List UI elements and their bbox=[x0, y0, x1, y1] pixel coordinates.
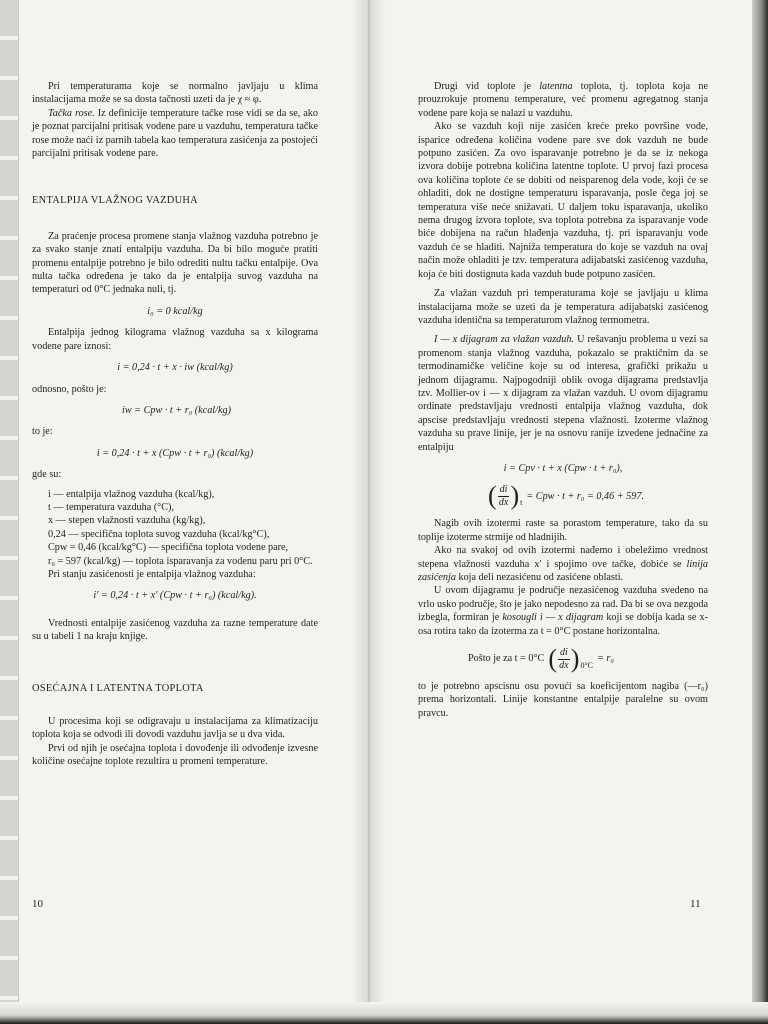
paragraph: U procesima koji se odigravaju u instalacijama za klimatizaciju toplota koja se odvodi ili dovodi vazduhu javlja se u dva vida. bbox=[32, 716, 318, 741]
derivative-fraction: ( $\frac{di}{dx}$ ) 0°C bbox=[548, 644, 593, 674]
left-page bbox=[0, 0, 372, 1024]
fraction-numerator: di bbox=[560, 646, 568, 658]
formula: i₀ = 0 kcal/kg bbox=[147, 305, 203, 317]
paragraph-text: koja deli nezasićenu od zasićene oblasti. bbox=[455, 572, 624, 583]
paragraph: Za vlažan vazduh pri temperaturama koje se javljaju u klima instalacijama može se uzeti da je temperatura adijabatski zasićenog vazduha identična sa temperaturom vlažnog termometra. bbox=[418, 288, 708, 326]
definition: 0,24 — specifična toplota suvog vazduha (kcal/kg°C), bbox=[48, 528, 270, 540]
formula: i′ = 0,24 · t + x′ (Cpw · t + r₀) (kcal/kg). bbox=[93, 590, 257, 602]
paragraph: Pri stanju zasićenosti je entalpija vlažnog vazduha: bbox=[48, 568, 256, 580]
section-heading: ENTALPIJA VLAŽNOG VAZDUHA bbox=[32, 195, 198, 207]
paragraph-text: Ako na svakoj od ovih izotermi nađemo i obeležimo vrednost stepena vlažnosti vazduha x′ i spojimo ove tačke, dobiće se bbox=[418, 545, 708, 570]
paragraph bbox=[418, 80, 708, 120]
label: odnosno, pošto je: bbox=[32, 383, 107, 395]
term: latentna bbox=[539, 81, 573, 92]
label: gde su: bbox=[32, 469, 62, 481]
fraction-subscript: t bbox=[520, 497, 523, 507]
term: I — x dijagram za vlažan vazduh. bbox=[434, 334, 574, 346]
formula-lhs: Pošto je za t = 0°C bbox=[468, 653, 545, 665]
derivative-fraction: ( $\frac{di}{dx}$ ) t bbox=[488, 481, 523, 511]
paragraph bbox=[418, 333, 708, 454]
paragraph: Prvi od njih je osećajna toplota i dovođenje ili odvođenje izvesne količine osećajne toplote rezultira u promeni temperature. bbox=[32, 742, 318, 768]
definition: Cpw = 0,46 (kcal/kg°C) — specifična toplota vodene pare, bbox=[48, 542, 289, 554]
definition: r₀ = 597 (kcal/kg) — toplota isparavanja za vodenu paru pri 0°C. bbox=[48, 555, 313, 567]
paragraph: Entalpija jednog kilograma vlažnog vazduha sa x kilograma vodene pare iznosi: bbox=[32, 327, 318, 352]
paragraph-text: U ovom dijagramu je područje nezasićenog vazduha svedeno na vrlo usko područje, što je jako nepodesno za rad. Da bi se ova nezgoda izbegla, formiran je bbox=[418, 585, 708, 624]
paragraph: Pri temperaturama koje se normalno javljaju u klima instalacijama može se sa dosta tačnosti uzeti da je χ ≈ φ. bbox=[32, 81, 318, 106]
binding-edge bbox=[0, 0, 19, 1024]
paragraph: Ako se vazduh koji nije zasićen kreće preko površine vode, isparice određena količina vodene pare sve dok vazduh ne bude potpuno zasićen. Za ovo isparavanje potrebno je da se iz nekoga izvora dobije potrebna količina latentne toplote. U prvoj fazi procesa ova količina toplote će se dobiti od neisparenog dela vode, koji će se ohladiti, dok ne dostigne temperaturu isparavanja, posle čega joj se temperatura više neće snižavati. U daljem toku isparavanja, ukoliko nema drugog izvora toplote, sva toplota potrebna za isparavanje vode biće dobijena na račun hlađenja vazduha, tj. pri isparavanju vode vazduh će se hladiti. Najniža temperatura do koje se vazduh na ovaj način može ohladiti je tzv. temperatura adijabatski zasićenog vazduha, koja će biti dostignuta kada vazduh bude potpuno zasićen. bbox=[418, 121, 708, 280]
paragraph: Za praćenje procesa promene stanja vlažnog vazduha potrebno je za svako stanje znati entalpiju vazduha. Da bi bilo moguće pratiti promenu entalpije potrebno je bilo odrediti nultu tačku entalpije. Ova nulta tačka određena je tako da je entalpija suvog vazduha na temperaturi od 0°C jednaka nuli, tj. bbox=[32, 230, 318, 296]
formula-rhs: = r₀ bbox=[597, 653, 614, 665]
formula-rhs: = Cpw · t + r₀ = 0,46 + 597. bbox=[526, 490, 645, 502]
fraction-denominator: dx bbox=[559, 659, 569, 671]
paragraph-text: toplota, tj. toplota koja ne prouzrokuje promenu temperature, već promenu agregatnog stanja vodene pare koja se nalazi u vazduhu. bbox=[418, 81, 709, 119]
definition: t — temperatura vazduha (°C), bbox=[48, 501, 174, 513]
bottom-edge bbox=[0, 1002, 768, 1024]
page-edge bbox=[752, 0, 768, 1024]
paragraph-text: U rešavanju problema u vezi sa promenom stanja vlažnog vazduha, pokazalo se praktičnim da se termodinamičke veličine koje su od interesa, grafički prikažu u jednom dijagramu. Najpogodniji oblik ovoga dijagrama predstavlja tzv. Mollier-ov i — x dijagram za vlažan vazduh. U ovom dijagramu ordinate predstavljaju vrednosti entalpija vlažnog vazduha, dok apscise predstavljaju vrednosti stepena vlažnosti. Izoterme vlažnog vazduha su prave linije, jer je na osnovu ranije izvedene jednačine za entalpiju bbox=[418, 334, 708, 453]
definition: x — stepen vlažnosti vazduha (kg/kg), bbox=[48, 515, 206, 527]
fraction-numerator: di bbox=[499, 483, 508, 495]
paragraph: to je potrebno apscisnu osu povući sa koeficijentom nagiba (—r₀) prema horizontali. Linije konstantne entalpije paralelne su ovom pravcu. bbox=[418, 681, 708, 719]
paragraph-text: Iz definicije temperature tačke rose vidi se da se, ako je poznat parcijalni pritisak vodene pare u vazduhu, temperatura tačke rose može naći iz parnih tabela kao temperatura zasićenja za postojeći parcijalni pritisak vodene pare. bbox=[32, 107, 318, 160]
label: to je: bbox=[32, 426, 53, 438]
paragraph bbox=[32, 107, 318, 161]
term: Tačka rose. bbox=[48, 107, 95, 119]
formula: i = Cpv · t + x (Cpw · t + r₀), bbox=[503, 462, 623, 474]
formula: i = 0,24 · t + x · iw (kcal/kg) bbox=[117, 362, 233, 374]
term: linija zasićenja bbox=[418, 558, 708, 583]
paragraph bbox=[418, 544, 708, 584]
formula: iw = Cpw · t + r₀ (kcal/kg) bbox=[122, 404, 231, 416]
page-number: 10 bbox=[32, 898, 43, 910]
paragraph-text: Drugi vid toplote je bbox=[434, 81, 540, 92]
formula-derivative bbox=[488, 483, 708, 509]
page-number: 11 bbox=[690, 898, 701, 910]
right-column bbox=[418, 80, 708, 720]
paragraph: Nagib ovih izotermi raste sa porastom temperature, tako da su toplije izoterme strmije od hladnijih. bbox=[418, 518, 708, 543]
formula-slope bbox=[468, 646, 708, 672]
paragraph bbox=[418, 584, 708, 638]
paragraph: Vrednosti entalpije zasićenog vazduha za razne temperature date su u tabeli 1 na kraju knjige. bbox=[32, 617, 318, 643]
fraction-subscript: 0°C bbox=[580, 660, 593, 670]
term: kosougli i — x dijagram bbox=[502, 612, 604, 624]
formula: i = 0,24 · t + x (Cpw · t + r₀) (kcal/kg) bbox=[96, 447, 254, 459]
fraction-denominator: dx bbox=[498, 496, 509, 508]
right-page bbox=[372, 0, 768, 1024]
section-heading: OSEĆAJNA I LATENTNA TOPLOTA bbox=[32, 682, 204, 694]
paragraph-text: koji se dobija kada se x-osa rotira tako da izoterma za t = 0°C postane horizontalna. bbox=[418, 612, 708, 637]
left-column bbox=[32, 80, 318, 769]
definition: i — entalpija vlažnog vazduha (kcal/kg), bbox=[48, 488, 215, 500]
